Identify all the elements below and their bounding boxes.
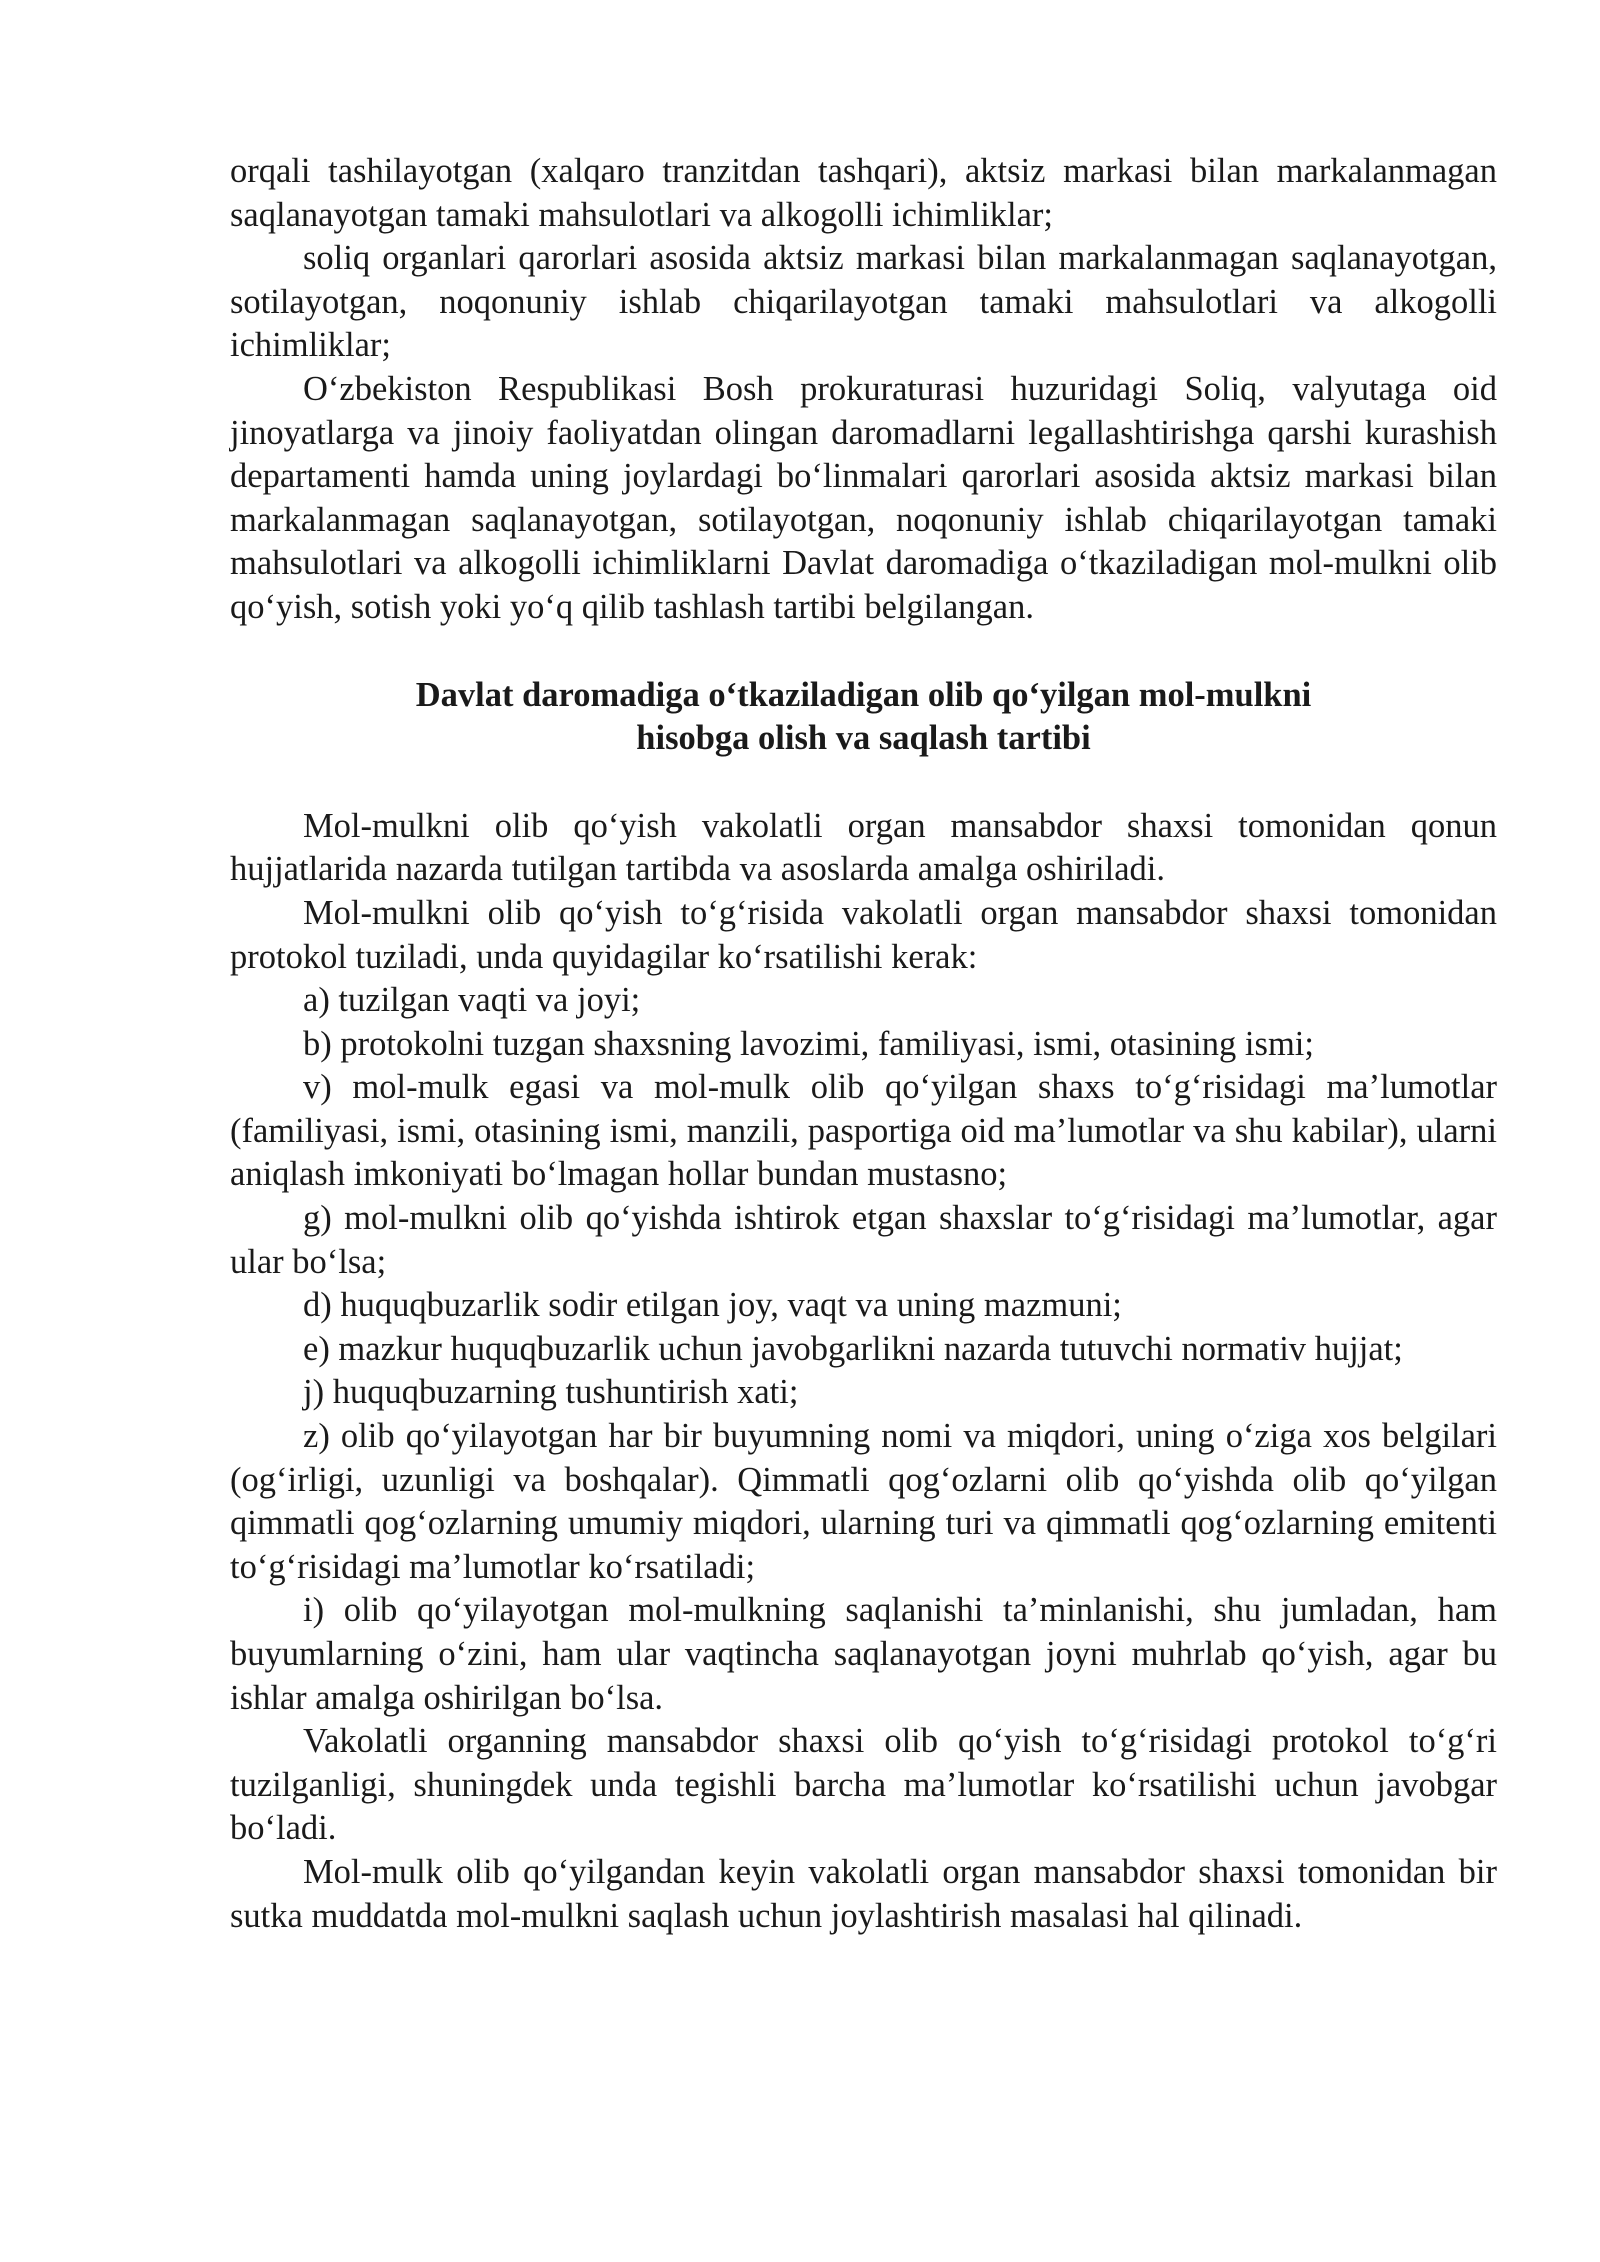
paragraph: Vakolatli organning mansabdor shaxsi olib qo‘yish to‘g‘risidagi protokol to‘g‘ri tuzilganligi, shuningdek unda tegishli barcha ma’lumotlar ko‘rsatilishi uchun javobgar bo‘ladi.: [230, 1722, 1497, 1848]
paragraph: O‘zbekiston Respublikasi Bosh prokuraturasi huzuridagi Soliq, valyutaga oid jinoyatlarga va jinoiy faoliyatdan olingan daromadlarni legallashtirishga qarshi kurashish departamenti hamda uning joylardagi bo‘linmalari qarorlari asosida aktsiz markasi bilan markalanmagan saqlanayotgan, sotilayotgan, noqonuniy ishlab chiqarilayotgan tamaki mahsulotlari va alkogolli ichimliklarni Davlat daromadiga o‘tkaziladigan mol-mulkni olib qo‘yish, sotish yoki yo‘q qilib tashlash tartibi belgilangan.: [230, 369, 1497, 626]
paragraph: Mol-mulkni olib qo‘yish to‘g‘risida vakolatli organ mansabdor shaxsi tomonidan protokol tuziladi, unda quyidagilar ko‘rsatilishi kerak:: [230, 893, 1497, 976]
paragraph: orqali tashilayotgan (xalqaro tranzitdan tashqari), aktsiz markasi bilan markalanmagan saqlanayotgan tamaki mahsulotlari va alkogolli ichimliklar;: [230, 152, 1497, 234]
section-heading-line-2: hisobga olish va saqlash tartibi: [636, 719, 1091, 758]
list-item: a) tuzilgan vaqti va joyi;: [303, 981, 641, 1020]
list-item: j) huquqbuzarning tushuntirish xati;: [303, 1373, 799, 1412]
paragraph: Mol-mulkni olib qo‘yish vakolatli organ mansabdor shaxsi tomonidan qonun hujjatlarida nazarda tutilgan tartibda va asoslarda amalga oshiriladi.: [230, 806, 1497, 889]
spacer: [230, 630, 1497, 674]
list-item: b) protokolni tuzgan shaxsning lavozimi, familiyasi, ismi, otasining ismi;: [303, 1024, 1314, 1063]
list-item: v) mol-mulk egasi va mol-mulk olib qo‘yilgan shaxs to‘g‘risidagi ma’lumotlar (familiyasi, ismi, otasining ismi, manzili, pasportiga oid ma’lumotlar va shu kabilar), ularni aniqlash imkoniyati bo‘lmagan hollar bundan mustasno;: [230, 1068, 1497, 1194]
paragraph: Mol-mulk olib qo‘yilgandan keyin vakolatli organ mansabdor shaxsi tomonidan bir sutka muddatda mol-mulkni saqlash uchun joylashtirish masalasi hal qilinadi.: [230, 1852, 1497, 1935]
list-item: i) olib qo‘yilayotgan mol-mulkning saqlanishi ta’minlanishi, shu jumladan, ham buyumlarning o‘zini, ham ular vaqtincha saqlanayotgan joyni muhrlab qo‘yish, agar bu ishlar amalga oshirilgan bo‘lsa.: [230, 1591, 1497, 1717]
list-item: g) mol-mulkni olib qo‘yishda ishtirok etgan shaxslar to‘g‘risidagi ma’lumotlar, agar ular bo‘lsa;: [230, 1199, 1497, 1281]
section-heading: [230, 674, 1497, 761]
section-heading-line-1: Davlat daromadiga o‘tkaziladigan olib qo‘yilgan mol-mulkni: [415, 675, 1312, 714]
document-page: [230, 150, 1497, 1938]
list-item: z) olib qo‘yilayotgan har bir buyumning nomi va miqdori, uning o‘ziga xos belgilari (og‘irligi, uzunligi va boshqalar). Qimmatli qog‘ozlarni olib qo‘yishda olib qo‘yilgan qimmatli qog‘ozlarning umumiy miqdori, ularning turi va qimmatli qog‘ozlarning emitenti to‘g‘risidagi ma’lumotlar ko‘rsatiladi;: [230, 1417, 1497, 1586]
list-item: e) mazkur huquqbuzarlik uchun javobgarlikni nazarda tutuvchi normativ hujjat;: [303, 1329, 1403, 1368]
spacer: [230, 761, 1497, 805]
paragraph: soliq organlari qarorlari asosida aktsiz markasi bilan markalanmagan saqlanayotgan, sotilayotgan, noqonuniy ishlab chiqarilayotgan tamaki mahsulotlari va alkogolli ichimliklar;: [230, 239, 1497, 365]
list-item: d) huquqbuzarlik sodir etilgan joy, vaqt va uning mazmuni;: [303, 1286, 1122, 1325]
